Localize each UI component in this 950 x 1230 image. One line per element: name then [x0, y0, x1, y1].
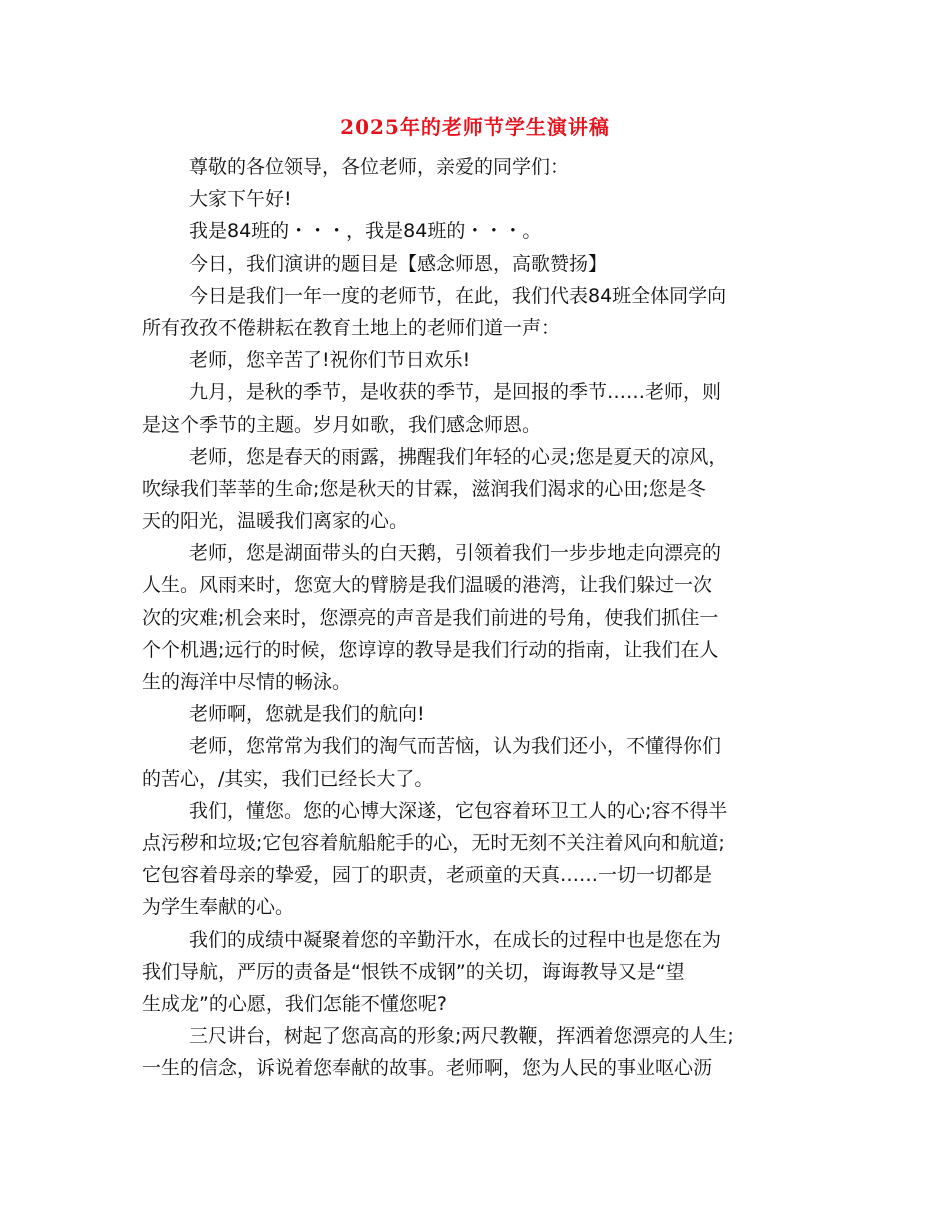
paragraph: [142, 1020, 814, 1084]
paragraph: [142, 924, 814, 1021]
paragraph: [142, 183, 814, 215]
paragraph-line: 吹绿我们莘莘的生命;您是秋天的甘霖，滋润我们渴求的心田;您是冬: [142, 477, 706, 500]
paragraph-line: 九月，是秋的季节，是收获的季节，是回报的季节……老师，则: [189, 381, 722, 404]
paragraph-line: 的苦心，/其实，我们已经长大了。: [142, 767, 434, 790]
paragraph: [142, 795, 814, 924]
paragraph-line: 一生的信念，诉说着您奉献的故事。老师啊，您为人民的事业呕心沥: [142, 1057, 713, 1080]
paragraph-line: 它包容着母亲的挚爱，园丁的职责，老顽童的天真……一切一切都是: [142, 864, 713, 887]
paragraph: [142, 730, 814, 794]
paragraph-line: 生成龙”的心愿，我们怎能不懂您呢?: [142, 992, 447, 1015]
paragraph-line: 大家下午好!: [189, 188, 292, 211]
paragraph-line: 我们，懂您。您的心博大深遂，它包容着环卫工人的心;容不得半: [189, 799, 728, 822]
paragraph: [142, 215, 814, 247]
paragraph: [142, 376, 814, 440]
paragraph-line: 我是84班的・・・，我是84班的・・・。: [189, 220, 542, 243]
paragraph: [142, 441, 814, 538]
paragraph-line: 老师啊，您就是我们的航向!: [189, 703, 425, 726]
paragraph: [142, 280, 814, 344]
paragraph-line: 老师，您辛苦了!祝你们节日欢乐!: [189, 349, 471, 372]
paragraph-line: 次的灾难;机会来时，您漂亮的声音是我们前进的号角，使我们抓住一: [142, 606, 719, 629]
paragraph-line: 三尺讲台，树起了您高高的形象;两尺教鞭，挥洒着您漂亮的人生;: [189, 1025, 734, 1048]
paragraph-line: 我们的成绩中凝聚着您的辛勤汗水，在成长的过程中也是您在为: [189, 928, 722, 951]
paragraph-line: 尊敬的各位领导，各位老师，亲爱的同学们：: [189, 156, 570, 178]
paragraph: [142, 698, 814, 730]
paragraph-line: 是这个季节的主题。岁月如歌，我们感念师恩。: [142, 413, 542, 436]
document-title: 2025年的老师节学生演讲稿: [340, 115, 610, 139]
paragraph-line: 今日是我们一年一度的老师节，在此，我们代表84班全体同学向: [189, 284, 727, 307]
paragraph-line: 我们导航，严厉的责备是“恨铁不成钢”的关切，诲诲教导又是“望: [142, 960, 685, 983]
paragraph-line: 人生。风雨来时，您宽大的臂膀是我们温暖的港湾，让我们躲过一次: [142, 574, 713, 597]
document-body: [142, 151, 814, 1084]
paragraph-line: 为学生奉献的心。: [142, 896, 295, 919]
paragraph-line: 老师，您是春天的雨露，拂醒我们年轻的心灵;您是夏天的凉风，: [189, 445, 728, 468]
paragraph: [142, 537, 814, 698]
paragraph-line: 所有孜孜不倦耕耘在教育土地上的老师们道一声：: [142, 316, 561, 339]
paragraph-line: 天的阳光，温暖我们离家的心。: [142, 510, 409, 533]
paragraph-line: 生的海洋中尽情的畅泳。: [142, 671, 352, 693]
paragraph-line: 老师，您常常为我们的淘气而苦恼，认为我们还小，不懂得你们: [189, 735, 722, 758]
paragraph-line: 个个机遇;远行的时候，您谆谆的教导是我们行动的指南，让我们在人: [142, 638, 719, 661]
paragraph: [142, 248, 814, 280]
paragraph-line: 点污秽和垃圾;它包容着航船舵手的心，无时无刻不关注着风向和航道;: [142, 831, 725, 854]
paragraph: [142, 344, 814, 376]
paragraph-line: 今日，我们演讲的题目是【感念师恩，高歌赞扬】: [189, 252, 608, 275]
paragraph: [142, 151, 814, 183]
paragraph-line: 老师，您是湖面带头的白天鹅，引领着我们一步步地走向漂亮的: [189, 542, 722, 565]
